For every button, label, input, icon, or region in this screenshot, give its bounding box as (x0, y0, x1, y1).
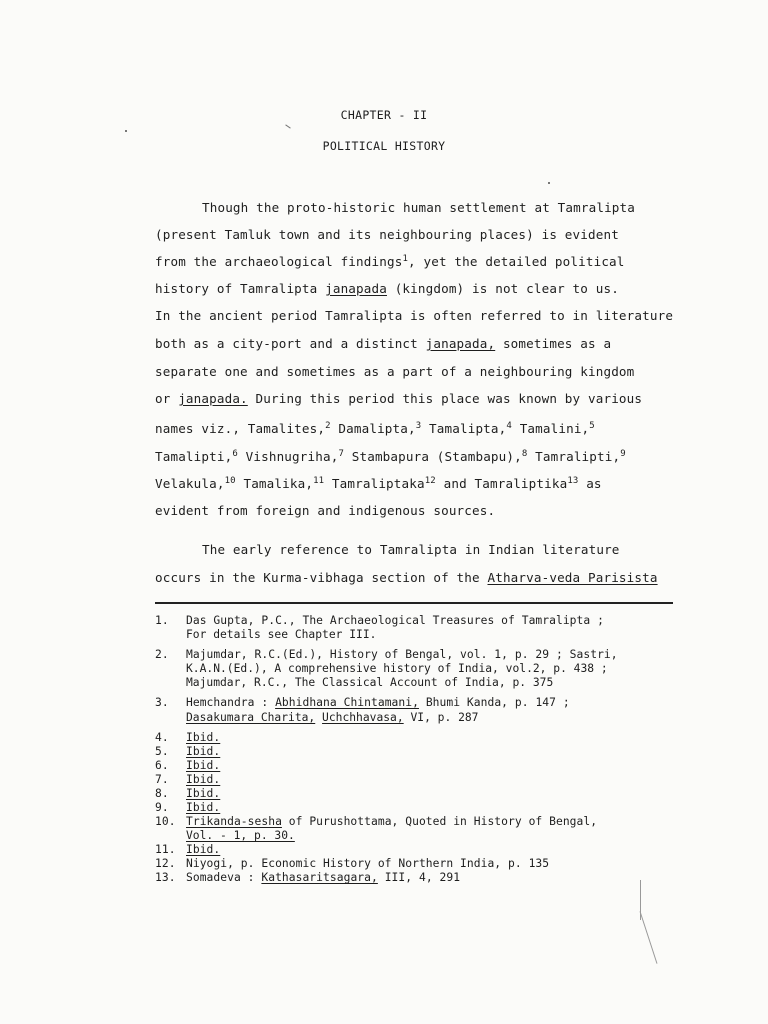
body-line: (present Tamluk town and its neighbouring places) is evident (155, 227, 619, 242)
footnote-12: 12. Niyogi, p. Economic History of Northern India, p. 135 (155, 857, 550, 870)
body-line: both as a city-port and a distinct janapada, sometimes as a (155, 336, 612, 351)
footnote-ref[interactable]: 6 (232, 449, 238, 459)
body-line: history of Tamralipta janapada (kingdom) is not clear to us. (155, 281, 619, 296)
footnote-3: 3. Hemchandra : Abhidhana Chintamani, Bhumi Kanda, p. 147 ; (155, 696, 570, 709)
body-line: evident from foreign and indigenous sources. (155, 503, 496, 518)
footnote-4: 4. Ibid. (155, 731, 221, 744)
body-line: or janapada. During this period this place was known by various (155, 391, 643, 406)
footnote-5: 5. Ibid. (155, 745, 221, 758)
chapter-label: CHAPTER - II (340, 108, 428, 122)
body-line: Velakula,$^{10}$ Tamalika,$^{11}$ Tamraliptaka$^{12}$ and Tamraliptika$^{13}$ as (155, 476, 602, 492)
footnote-8: 8. Ibid. (155, 787, 221, 800)
underlined-term: janapada (325, 281, 387, 296)
underlined-term: Atharva-veda Parisista (487, 570, 658, 585)
underlined-term: janapada. (178, 391, 248, 406)
footnote-ref[interactable]: 10 (224, 476, 236, 486)
body-line: names viz., Tamalites,$^2$ Damalipta,$^3$ Tamalipta,$^4$ Tamalini,$^5$ (155, 421, 595, 437)
chapter-title: POLITICAL HISTORY (322, 139, 446, 153)
footnote-13: 13. Somadeva : Kathasaritsagara, III, 4, 291 (155, 871, 461, 884)
scan-mark (125, 130, 127, 132)
footnote-10: 10. Trikanda-sesha of Purushottama, Quoted in History of Bengal, (155, 815, 598, 828)
footnote-ref[interactable]: 1 (402, 254, 409, 264)
body-line: Tamalipti,$^6$ Vishnugriha,$^7$ Stambapura (Stambapu),$^8$ Tamralipti,$^9$ (155, 449, 626, 465)
footnote-2-cont: Majumdar, R.C., The Classical Account of India, p. 375 (186, 676, 554, 689)
body-line: occurs in the Kurma-vibhaga section of the Atharva-veda Parisista (155, 570, 658, 585)
underlined-term: janapada, (425, 336, 496, 351)
footnote-ref[interactable]: 7 (338, 449, 345, 459)
body-line: In the ancient period Tamralipta is often referred to in literature (155, 308, 674, 323)
footnote-ref[interactable]: 8 (521, 449, 528, 459)
body-line: from the archaeological findings$^1$, yet the detailed political (155, 254, 625, 270)
footnote-ref[interactable]: 3 (415, 421, 422, 431)
footnote-1: 1. Das Gupta, P.C., The Archaeological Treasures of Tamralipta ; (155, 614, 604, 627)
scan-mark (285, 124, 290, 128)
body-line: Though the proto-historic human settlement at Tamralipta (202, 200, 635, 215)
body-line: The early reference to Tamralipta in Indian literature (202, 542, 620, 557)
body-line: separate one and sometimes as a part of a neighbouring kingdom (155, 364, 635, 379)
footnote-ref[interactable]: 13 (567, 476, 579, 486)
footnote-6: 6. Ibid. (155, 759, 221, 772)
footnote-1-cont: For details see Chapter III. (186, 628, 377, 641)
footnote-9: 9. Ibid. (155, 801, 221, 814)
footnote-divider (155, 602, 673, 604)
footnote-ref[interactable]: 9 (620, 449, 626, 459)
footnote-10-cont: Vol. - 1, p. 30. (186, 829, 295, 842)
footnote-ref[interactable]: 12 (424, 476, 436, 486)
footnote-2: 2. Majumdar, R.C.(Ed.), History of Bengal, vol. 1, p. 29 ; Sastri, (155, 648, 618, 661)
footnote-ref[interactable]: 4 (506, 421, 512, 431)
footnote-11: 11. Ibid. (155, 843, 221, 856)
scan-mark (548, 182, 550, 184)
footnote-ref[interactable]: 11 (313, 476, 325, 486)
footnote-7: 7. Ibid. (155, 773, 221, 786)
footnote-2-cont: K.A.N.(Ed.), A comprehensive history of India, vol.2, p. 438 ; (186, 662, 608, 675)
footnote-ref[interactable]: 5 (589, 421, 595, 431)
scan-mark (640, 911, 658, 964)
footnote-ref[interactable]: 2 (325, 421, 331, 431)
footnote-3-cont: Dasakumara Charita, Uchchhavasa, VI, p. 287 (186, 711, 479, 724)
